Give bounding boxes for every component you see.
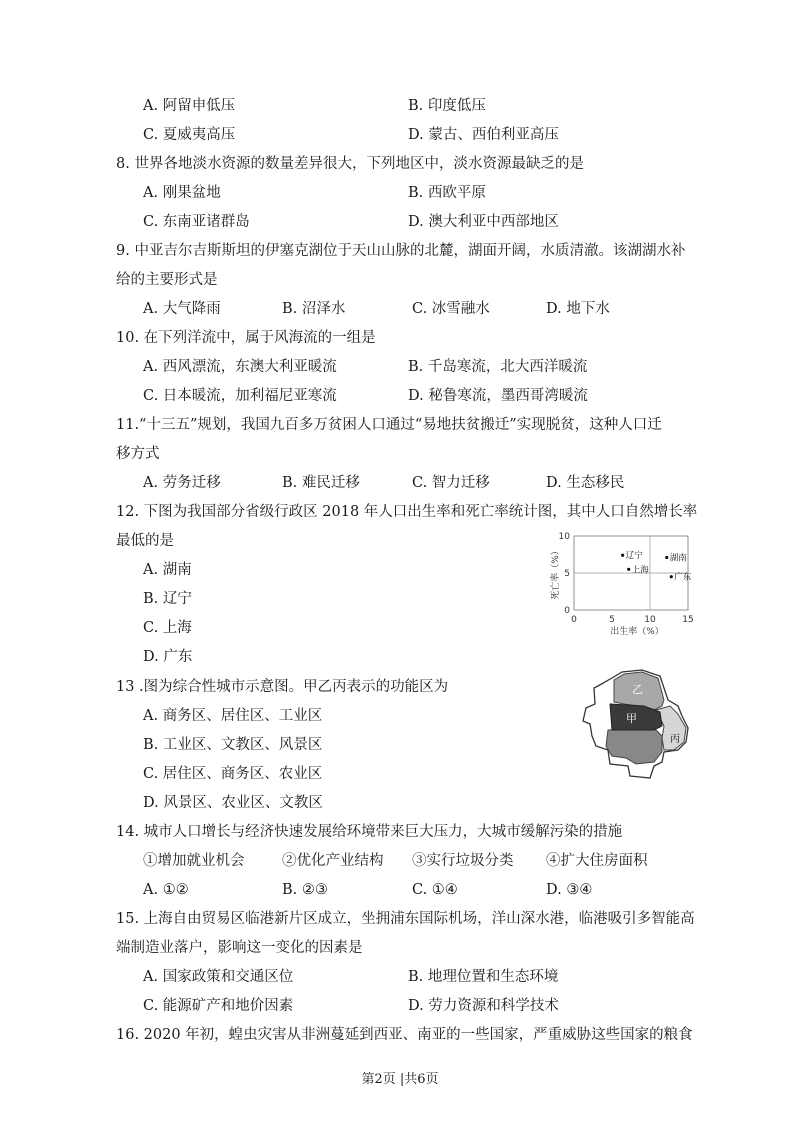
x-tick-label: 0: [571, 615, 577, 625]
q8-option-c[interactable]: C. 东南亚诸群岛: [143, 214, 250, 230]
q15-stem-line1: 15. 上海自由贸易区临港新片区成立，坐拥浦东国际机场，洋山深水港，临港吸引多智能高: [116, 911, 695, 927]
data-point-上海: [627, 568, 630, 571]
q14-stem: 14. 城市人口增长与经济快速发展给环境带来巨大压力，大城市缓解污染的措施: [116, 824, 623, 840]
q8-option-b[interactable]: B. 西欧平原: [408, 185, 486, 201]
q12-stem-line2: 最低的是: [116, 533, 174, 549]
q10-option-b[interactable]: B. 千岛寒流，北大西洋暖流: [408, 359, 588, 375]
q10-option-d[interactable]: D. 秘鲁寒流，墨西哥湾暖流: [408, 388, 588, 404]
city-function-zone-map: [578, 666, 693, 782]
q13-option-c[interactable]: C. 居住区、商务区、农业区: [143, 766, 323, 782]
q10-option-c[interactable]: C. 日本暖流，加利福尼亚寒流: [143, 388, 337, 404]
q11-stem-line2: 移方式: [116, 446, 160, 462]
q14-option-d[interactable]: D. ③④: [546, 882, 593, 898]
q7-option-b[interactable]: B. 印度低压: [408, 98, 486, 114]
x-axis-label: 出生率（%）: [610, 627, 664, 637]
q13-option-a[interactable]: A. 商务区、居住区、工业区: [143, 708, 323, 724]
q12-option-d[interactable]: D. 广东: [143, 649, 193, 665]
q11-option-b[interactable]: B. 难民迁移: [282, 475, 360, 491]
q14-option-b[interactable]: B. ②③: [282, 882, 328, 898]
q10-option-a[interactable]: A. 西风漂流，东澳大利亚暖流: [143, 359, 337, 375]
q15-option-c[interactable]: C. 能源矿产和地价因素: [143, 998, 294, 1014]
q11-option-a[interactable]: A. 劳务迁移: [143, 475, 221, 491]
q9-option-b[interactable]: B. 沼泽水: [282, 301, 346, 317]
point-label: 上海: [631, 565, 649, 576]
q16-stem-line1: 16. 2020 年初，蝗虫灾害从非洲蔓延到西亚、南亚的一些国家，严重威胁这些国家的粮食: [116, 1027, 693, 1043]
y-axis-label: 死亡率（%）: [551, 546, 561, 600]
q14-statement-2: ②优化产业结构: [282, 853, 384, 869]
q13-option-b[interactable]: B. 工业区、文教区、风景区: [143, 737, 323, 753]
q9-option-a[interactable]: A. 大气降雨: [143, 301, 221, 317]
q11-option-c[interactable]: C. 智力迁移: [412, 475, 490, 491]
x-tick-label: 5: [609, 615, 615, 625]
point-label: 广东: [674, 572, 692, 583]
q13-stem: 13 .图为综合性城市示意图。甲乙丙表示的功能区为: [116, 679, 449, 695]
q8-option-a[interactable]: A. 刚果盆地: [143, 185, 221, 201]
q8-option-d[interactable]: D. 澳大利亚中西部地区: [408, 214, 559, 230]
y-tick-label: 10: [558, 532, 570, 542]
q9-option-d[interactable]: D. 地下水: [546, 301, 610, 317]
q15-stem-line2: 端制造业落户，影响这一变化的因素是: [116, 940, 363, 956]
q14-option-a[interactable]: A. ①②: [143, 882, 189, 898]
q14-statement-3: ③实行垃圾分类: [412, 853, 514, 869]
q14-statement-4: ④扩大住房面积: [546, 853, 648, 869]
q13-option-d[interactable]: D. 风景区、农业区、文教区: [143, 795, 323, 811]
data-point-湖南: [665, 556, 668, 559]
q7-option-c[interactable]: C. 夏威夷高压: [143, 127, 236, 143]
point-label: 辽宁: [625, 551, 643, 562]
data-point-辽宁: [621, 554, 624, 557]
q15-option-d[interactable]: D. 劳力资源和科学技术: [408, 998, 559, 1014]
x-tick-label: 15: [682, 615, 694, 625]
x-tick-label: 10: [644, 615, 656, 625]
q12-option-b[interactable]: B. 辽宁: [143, 591, 192, 607]
q7-option-d[interactable]: D. 蒙古、西伯利亚高压: [408, 127, 559, 143]
q12-option-a[interactable]: A. 湖南: [143, 562, 192, 578]
q10-stem: 10. 在下列洋流中，属于风海流的一组是: [116, 330, 376, 346]
q11-stem-line1: 11.“十三五”规划，我国九百多万贫困人口通过“易地扶贫搬迁”实现脱贫，这种人口迁: [116, 417, 662, 433]
data-point-广东: [670, 575, 673, 578]
q8-stem: 8. 世界各地淡水资源的数量差异很大，下列地区中，淡水资源最缺乏的是: [116, 156, 584, 172]
q12-stem-line1: 12. 下图为我国部分省级行政区 2018 年人口出生率和死亡率统计图，其中人口自然增长率: [116, 504, 698, 520]
q9-stem-line1: 9. 中亚吉尔吉斯斯坦的伊塞克湖位于天山山脉的北麓，湖面开阔，水质清澈。该湖湖水补: [116, 243, 686, 259]
q14-option-c[interactable]: C. ①④: [412, 882, 458, 898]
zone-label-bing: 丙: [670, 734, 680, 745]
q15-option-b[interactable]: B. 地理位置和生态环境: [408, 969, 559, 985]
q12-option-c[interactable]: C. 上海: [143, 620, 192, 636]
y-tick-label: 0: [564, 606, 570, 616]
y-tick-label: 5: [564, 569, 570, 579]
q7-option-a[interactable]: A. 阿留申低压: [143, 98, 236, 114]
zone-label-jia: 甲: [626, 712, 637, 725]
zone-label-yi: 乙: [632, 683, 643, 696]
q14-statement-1: ①增加就业机会: [143, 853, 245, 869]
q15-option-a[interactable]: A. 国家政策和交通区位: [143, 969, 294, 985]
q9-stem-line2: 给的主要形式是: [116, 272, 218, 288]
birth-death-rate-chart: [548, 530, 708, 640]
point-label: 湖南: [669, 553, 687, 564]
page-footer: 第2页 |共6页: [361, 1072, 439, 1087]
q9-option-c[interactable]: C. 冰雪融水: [412, 301, 490, 317]
q11-option-d[interactable]: D. 生态移民: [546, 475, 625, 491]
